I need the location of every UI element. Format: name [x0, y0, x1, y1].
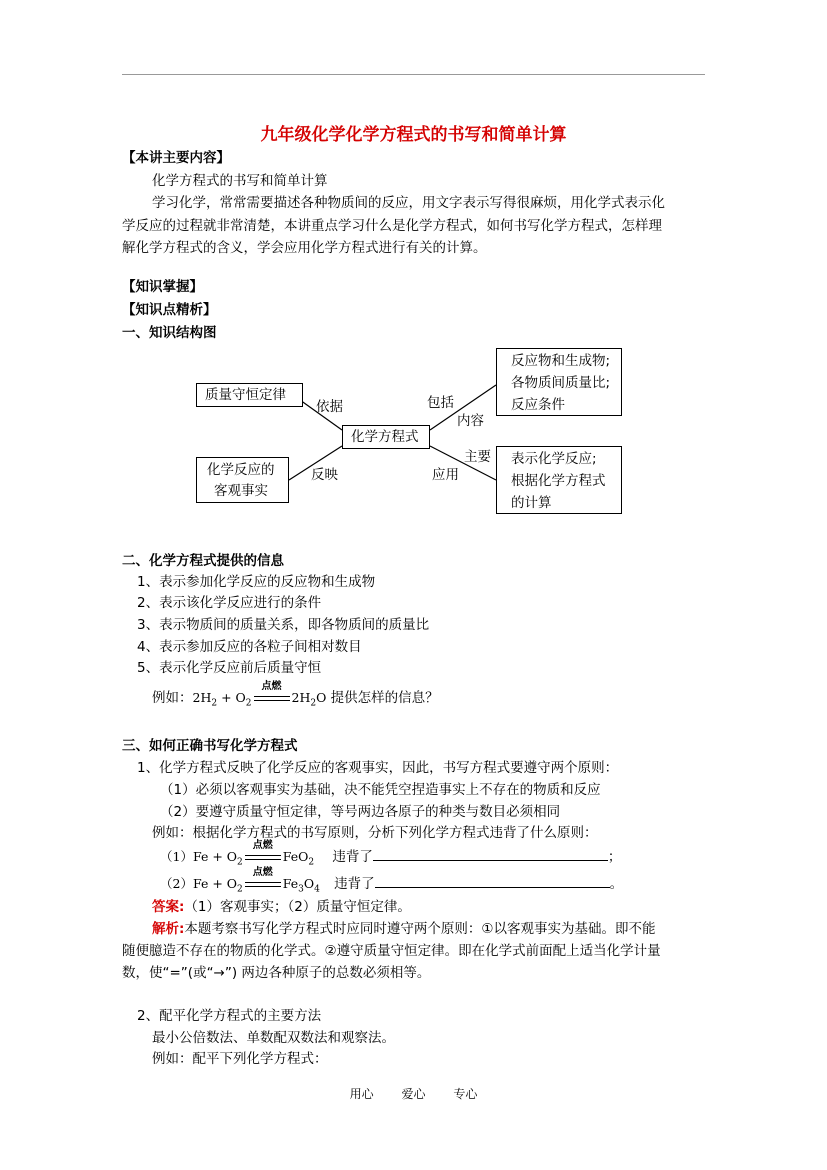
eq1-answer-blank[interactable]	[373, 846, 608, 861]
node-application-label-2: 根据化学方程式	[511, 473, 606, 489]
eq2-end: 。	[609, 876, 624, 892]
condition-label: 点燃	[261, 680, 282, 692]
eq1-formula	[160, 839, 315, 868]
analysis-line-3: 数，使“=”(或“→”) 两边各种原子的总数必须相等。	[122, 965, 431, 981]
principle-1: （1）必须以客观事实为基础，决不能凭空捏造事实上不存在的物质和反应	[160, 782, 601, 798]
node-application	[496, 446, 622, 514]
edge-label-main: 主要	[464, 449, 491, 465]
page-footer	[0, 1085, 827, 1102]
info-item-5: 5、表示化学反应前后质量守恒	[137, 660, 322, 676]
balancing-heading: 2、配平化学方程式的主要方法	[137, 1008, 322, 1024]
eq1-sub: 2	[237, 857, 243, 868]
diagram-lines	[0, 0, 827, 540]
example-sub-2: 2	[245, 698, 252, 709]
answer-label: 答案:	[152, 899, 185, 915]
example-suffix: 提供怎样的信息？	[326, 690, 439, 706]
footer-item-1: 用心	[349, 1087, 374, 1101]
heading-info: 二、化学方程式提供的信息	[122, 553, 284, 569]
eq1-end: ；	[607, 849, 622, 865]
eq2-answer-blank[interactable]	[375, 873, 610, 888]
edge-label-content: 内容	[457, 413, 484, 429]
node-content-label-3: 反应条件	[511, 397, 565, 413]
node-content-label-1: 反应物和生成物;	[511, 353, 611, 369]
node-objective-facts-label-2: 客观事实	[214, 483, 268, 499]
section-main-heading: 【本讲主要内容】	[122, 150, 230, 166]
equals-sign	[254, 696, 290, 701]
writing-principles: 1、化学方程式反映了化学反应的客观事实，因此，书写方程式要遵守两个原则：	[137, 760, 619, 776]
eq2-product-sub-1: 3	[298, 884, 304, 895]
edge-label-include: 包括	[427, 395, 454, 411]
node-content-label-2: 各物质间质量比;	[511, 375, 611, 391]
eq1-condition-label: 点燃	[252, 839, 273, 851]
example-sub-1: 2	[211, 698, 218, 709]
example-product-o: O	[316, 690, 327, 705]
eq2-sub: 2	[237, 884, 243, 895]
node-content	[496, 348, 622, 416]
analysis-label: 解析:	[152, 921, 185, 937]
reaction-condition-arrow	[252, 680, 292, 708]
eq2-formula	[160, 866, 320, 895]
intro-line-1: 学习化学，常常需要描述各种物质间的反应，用文字表示写得很麻烦，用化学式表示化	[152, 195, 665, 211]
eq2-product-o: O	[303, 876, 315, 891]
node-objective-facts-label-1: 化学反应的	[207, 462, 275, 478]
example-product-h: 2H	[291, 690, 311, 705]
eq2-product-sub-2: 4	[314, 884, 320, 895]
eq1-equals	[245, 855, 281, 860]
exercise-equation-1	[160, 839, 622, 873]
node-objective-facts	[196, 457, 289, 503]
example-formula	[192, 680, 327, 709]
eq2-equals	[245, 882, 281, 887]
writing-example-intro: 例如：根据化学方程式的书写原则，分析下列化学方程式违背了什么原则：	[152, 825, 598, 841]
eq1-product-sub: 2	[308, 857, 315, 868]
footer-item-3: 专心	[453, 1087, 478, 1101]
analysis-text-1: 本题考察书写化学方程式时应同时遵守两个原则：①以客观事实为基础。即不能	[184, 921, 656, 937]
info-item-1: 1、表示参加化学反应的反应物和生成物	[137, 574, 376, 590]
balancing-methods: 最小公倍数法、单数配双数法和观察法。	[152, 1030, 395, 1046]
section-knowledge-heading: 【知识掌握】	[122, 279, 203, 295]
info-item-4: 4、表示参加反应的各粒子间相对数目	[137, 639, 362, 655]
edge-label-apply: 应用	[432, 467, 459, 483]
eq1-reactants: （1）Fe + O	[160, 849, 238, 864]
eq2-product-fe: Fe	[282, 876, 299, 891]
example-reactant-h: 2H	[192, 690, 212, 705]
eq1-product: FeO	[282, 849, 309, 864]
edge-label-reflect: 反映	[311, 467, 338, 483]
balancing-example-intro: 例如：配平下列化学方程式：	[152, 1051, 328, 1067]
info-item-3: 3、表示物质间的质量关系，即各物质间的质量比	[137, 617, 430, 633]
heading-structure: 一、知识结构图	[122, 325, 217, 341]
node-chemical-equation-label: 化学方程式	[351, 429, 419, 445]
eq1-condition-arrow	[243, 839, 283, 867]
principle-2: （2）要遵守质量守恒定律，等号两边各原子的种类与数目必须相同	[160, 804, 561, 820]
exercise-equation-2	[160, 866, 624, 900]
eq2-condition-arrow	[243, 866, 283, 894]
analysis-line-2: 随便臆造不存在的物质的化学式。②遵守质量守恒定律。即在化学式前面配上适当化学计量	[122, 943, 661, 959]
node-mass-conservation-label: 质量守恒定律	[205, 387, 286, 403]
node-mass-conservation	[196, 383, 303, 407]
answer-line	[152, 897, 411, 917]
eq1-violation-label: 违背了	[332, 849, 373, 865]
answer-text: （1）客观事实；（2）质量守恒定律。	[184, 899, 411, 915]
example-reactant-o: + O	[217, 690, 246, 705]
node-application-label-3: 的计算	[511, 495, 552, 511]
edge-label-basis: 依据	[316, 399, 343, 415]
node-chemical-equation	[342, 425, 430, 449]
intro-line-3: 解化学方程式的含义，学会应用化学方程式进行有关的计算。	[122, 240, 487, 256]
main-topic: 化学方程式的书写和简单计算	[152, 173, 328, 189]
eq2-condition-label: 点燃	[252, 866, 273, 878]
heading-writing: 三、如何正确书写化学方程式	[122, 738, 298, 754]
example-sub-3: 2	[310, 698, 317, 709]
info-item-2: 2、表示该化学反应进行的条件	[137, 595, 322, 611]
page-title: 九年级化学化学方程式的书写和简单计算	[260, 125, 567, 145]
eq2-violation-label: 违背了	[334, 876, 375, 892]
footer-item-2: 爱心	[401, 1087, 426, 1101]
analysis-line-1	[152, 919, 656, 939]
node-application-label-1: 表示化学反应;	[511, 451, 597, 467]
section-points-heading: 【知识点精析】	[122, 302, 217, 318]
intro-line-2: 学反应的过程就非常清楚，本讲重点学习什么是化学方程式，如何书写化学方程式，怎样理	[122, 218, 662, 234]
example-equation-line	[152, 680, 439, 714]
example-prefix: 例如：	[152, 690, 193, 706]
eq2-reactants: （2）Fe + O	[160, 876, 238, 891]
